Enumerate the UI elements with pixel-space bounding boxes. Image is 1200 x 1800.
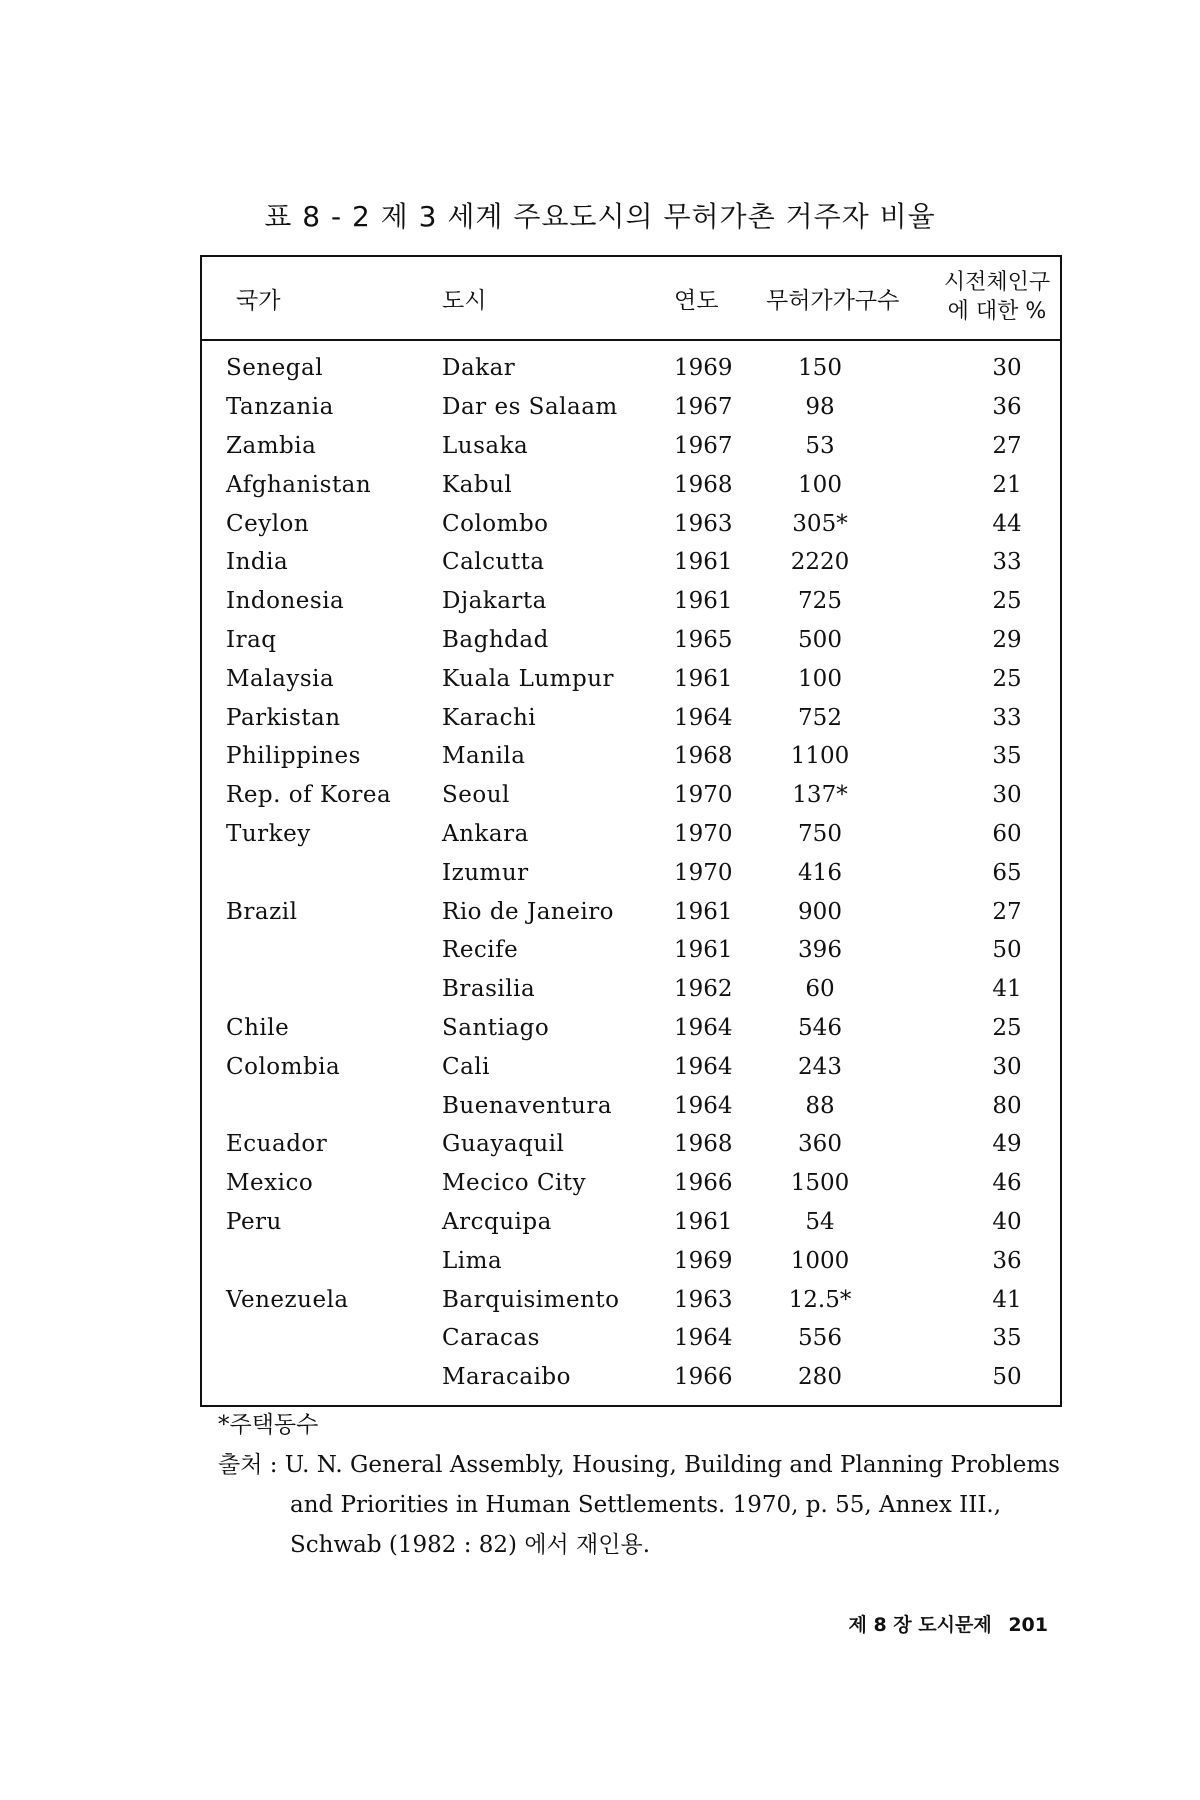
cell-country: Zambia	[226, 432, 317, 459]
cell-count: 1100	[790, 743, 850, 770]
cell-count: 1500	[790, 1170, 850, 1197]
cell-count: 98	[805, 394, 835, 421]
cell-year: 1969	[674, 1247, 733, 1274]
cell-count: 60	[805, 976, 835, 1003]
page-number: 201	[1008, 1614, 1048, 1636]
cell-count: 546	[798, 1014, 842, 1041]
cell-country: Rep. of Korea	[226, 782, 392, 809]
cell-country: Brazil	[226, 898, 298, 925]
cell-year: 1969	[674, 355, 733, 382]
cell-country	[202, 931, 434, 970]
cell-city: Ankara	[442, 820, 529, 847]
header-percent	[934, 257, 1060, 340]
table-row	[202, 504, 1060, 543]
cell-percent: 49	[992, 1131, 1022, 1158]
table-row	[202, 776, 1060, 815]
cell-percent: 46	[992, 1170, 1022, 1197]
cell-city: Brasilia	[442, 976, 536, 1003]
table-row	[202, 892, 1060, 931]
table-row	[202, 698, 1060, 737]
cell-count: 2220	[790, 549, 850, 576]
cell-count: 900	[798, 898, 842, 925]
cell-count: 88	[805, 1092, 835, 1119]
table-row	[202, 1319, 1060, 1358]
cell-city: Baghdad	[442, 626, 549, 653]
cell-year: 1961	[674, 588, 733, 615]
cell-year: 1970	[674, 859, 733, 886]
cell-percent: 60	[992, 820, 1022, 847]
table-row	[202, 737, 1060, 776]
table-row	[202, 1203, 1060, 1242]
cell-count: 100	[798, 471, 842, 498]
table-row	[202, 465, 1060, 504]
cell-year: 1963	[674, 1286, 733, 1313]
cell-city: Rio de Janeiro	[442, 898, 615, 925]
table-row	[202, 931, 1060, 970]
cell-city: Guayaquil	[442, 1131, 565, 1158]
cell-percent: 65	[992, 859, 1022, 886]
table-row	[202, 1358, 1060, 1405]
cell-percent: 27	[992, 432, 1022, 459]
cell-count: 556	[798, 1325, 842, 1352]
cell-country: Malaysia	[226, 665, 335, 692]
table-row	[202, 621, 1060, 660]
cell-year: 1962	[674, 976, 733, 1003]
cell-year: 1961	[674, 898, 733, 925]
table-row	[202, 1086, 1060, 1125]
table-row	[202, 388, 1060, 427]
cell-year: 1964	[674, 1053, 733, 1080]
header-city: 도시	[434, 257, 674, 340]
cell-percent: 50	[992, 937, 1022, 964]
table-row	[202, 1047, 1060, 1086]
cell-percent: 41	[992, 976, 1022, 1003]
cell-percent: 21	[992, 471, 1022, 498]
cell-percent: 33	[992, 549, 1022, 576]
source-line-1: 출처 : U. N. General Assembly, Housing, Building and Planning Problems	[218, 1452, 1060, 1478]
cell-count: 54	[805, 1208, 835, 1235]
cell-city: Lusaka	[442, 432, 529, 459]
header-percent-line2: 에 대한 %	[947, 299, 1047, 324]
table-row	[202, 970, 1060, 1009]
cell-percent: 30	[992, 355, 1022, 382]
cell-year: 1964	[674, 1092, 733, 1119]
cell-country	[202, 1241, 434, 1280]
cell-country	[202, 970, 434, 1009]
cell-year: 1970	[674, 782, 733, 809]
cell-city: Manila	[442, 743, 526, 770]
table-header-row	[202, 257, 1060, 340]
table-title: 표 8 - 2 제 3 세계 주요도시의 무허가촌 거주자 비율	[264, 200, 936, 233]
cell-country: Mexico	[226, 1170, 314, 1197]
cell-country: Peru	[226, 1208, 282, 1235]
cell-year: 1965	[674, 626, 733, 653]
cell-country: Iraq	[226, 626, 277, 653]
cell-percent: 27	[992, 898, 1022, 925]
cell-country: Philippines	[226, 743, 361, 770]
table-row	[202, 543, 1060, 582]
cell-city: Buenaventura	[442, 1092, 613, 1119]
table-row	[202, 427, 1060, 466]
cell-count: 305*	[792, 510, 848, 537]
cell-country	[202, 1358, 434, 1405]
cell-country: Afghanistan	[226, 471, 372, 498]
cell-country: Ceylon	[226, 510, 310, 537]
cell-city: Djakarta	[442, 588, 547, 615]
table-row	[202, 1125, 1060, 1164]
cell-percent: 36	[992, 1247, 1022, 1274]
cell-count: 100	[798, 665, 842, 692]
cell-year: 1970	[674, 820, 733, 847]
cell-percent: 25	[992, 1014, 1022, 1041]
table-row	[202, 1241, 1060, 1280]
table-row	[202, 1009, 1060, 1048]
cell-percent: 36	[992, 394, 1022, 421]
table-body	[202, 340, 1060, 1405]
cell-year: 1968	[674, 471, 733, 498]
cell-year: 1968	[674, 1131, 733, 1158]
cell-country	[202, 1319, 434, 1358]
cell-year: 1967	[674, 394, 733, 421]
header-percent-line1: 시전체인구	[943, 270, 1051, 296]
header-country: 국가	[202, 257, 434, 340]
cell-percent: 29	[992, 626, 1022, 653]
cell-percent: 44	[992, 510, 1022, 537]
cell-count: 12.5*	[788, 1286, 852, 1313]
cell-year: 1961	[674, 549, 733, 576]
cell-country: Chile	[226, 1014, 290, 1041]
cell-percent: 33	[992, 704, 1022, 731]
cell-city: Cali	[442, 1053, 491, 1080]
header-count: 무허가가구수	[766, 257, 934, 340]
notes	[218, 1405, 1098, 1565]
cell-country: Turkey	[226, 820, 311, 847]
cell-city: Colombo	[442, 510, 549, 537]
cell-city: Arcquipa	[442, 1208, 552, 1235]
cell-year: 1961	[674, 665, 733, 692]
data-table	[200, 255, 1062, 1407]
cell-count: 396	[798, 937, 842, 964]
cell-count: 416	[798, 859, 842, 886]
header-year: 연도	[674, 257, 766, 340]
table-row	[202, 1164, 1060, 1203]
cell-city: Lima	[442, 1247, 503, 1274]
cell-city: Kuala Lumpur	[442, 665, 615, 692]
cell-year: 1967	[674, 432, 733, 459]
cell-city: Dar es Salaam	[442, 394, 618, 421]
cell-city: Maracaibo	[442, 1364, 571, 1391]
asterisk-note: *주택동수	[218, 1412, 319, 1438]
cell-year: 1961	[674, 937, 733, 964]
cell-count: 750	[798, 820, 842, 847]
cell-country: Venezuela	[226, 1286, 349, 1313]
cell-year: 1963	[674, 510, 733, 537]
cell-country: Senegal	[226, 355, 324, 382]
cell-city: Dakar	[442, 355, 516, 382]
cell-count: 243	[798, 1053, 842, 1080]
cell-year: 1966	[674, 1364, 733, 1391]
cell-city: Santiago	[442, 1014, 550, 1041]
table-row	[202, 340, 1060, 388]
cell-country: Colombia	[226, 1053, 341, 1080]
cell-country	[202, 1086, 434, 1125]
cell-year: 1964	[674, 704, 733, 731]
cell-year: 1966	[674, 1170, 733, 1197]
cell-count: 752	[798, 704, 842, 731]
table-row	[202, 1280, 1060, 1319]
cell-percent: 35	[992, 743, 1022, 770]
cell-percent: 25	[992, 665, 1022, 692]
cell-count: 53	[805, 432, 835, 459]
cell-percent: 25	[992, 588, 1022, 615]
cell-city: Seoul	[442, 782, 510, 809]
page-footer	[0, 1610, 1048, 1637]
cell-percent: 50	[992, 1364, 1022, 1391]
cell-year: 1961	[674, 1208, 733, 1235]
cell-count: 1000	[790, 1247, 850, 1274]
table-row	[202, 659, 1060, 698]
cell-count: 360	[798, 1131, 842, 1158]
cell-country: India	[226, 549, 289, 576]
cell-country	[202, 853, 434, 892]
cell-count: 150	[798, 355, 842, 382]
cell-city: Karachi	[442, 704, 537, 731]
cell-percent: 40	[992, 1208, 1022, 1235]
cell-count: 137*	[792, 782, 848, 809]
cell-city: Mecico City	[442, 1170, 587, 1197]
cell-year: 1964	[674, 1014, 733, 1041]
cell-year: 1964	[674, 1325, 733, 1352]
cell-percent: 30	[992, 782, 1022, 809]
cell-year: 1968	[674, 743, 733, 770]
cell-city: Calcutta	[442, 549, 545, 576]
cell-city: Caracas	[442, 1325, 540, 1352]
cell-city: Kabul	[442, 471, 513, 498]
cell-percent: 35	[992, 1325, 1022, 1352]
table-row	[202, 582, 1060, 621]
table-row	[202, 853, 1060, 892]
cell-count: 500	[798, 626, 842, 653]
cell-percent: 41	[992, 1286, 1022, 1313]
cell-percent: 30	[992, 1053, 1022, 1080]
cell-city: Izumur	[442, 859, 529, 886]
cell-country: Ecuador	[226, 1131, 328, 1158]
cell-percent: 80	[992, 1092, 1022, 1119]
cell-country: Parkistan	[226, 704, 341, 731]
cell-country: Tanzania	[226, 394, 334, 421]
chapter-label: 제 8 장 도시문제	[848, 1614, 992, 1636]
cell-count: 280	[798, 1364, 842, 1391]
cell-city: Barquisimento	[442, 1286, 620, 1313]
table-row	[202, 815, 1060, 854]
source-line-3: Schwab (1982 : 82) 에서 재인용.	[290, 1532, 651, 1558]
cell-city: Recife	[442, 937, 519, 964]
cell-country: Indonesia	[226, 588, 345, 615]
source-line-2: and Priorities in Human Settlements. 1970, p. 55, Annex III.,	[290, 1492, 1002, 1518]
cell-count: 725	[798, 588, 842, 615]
